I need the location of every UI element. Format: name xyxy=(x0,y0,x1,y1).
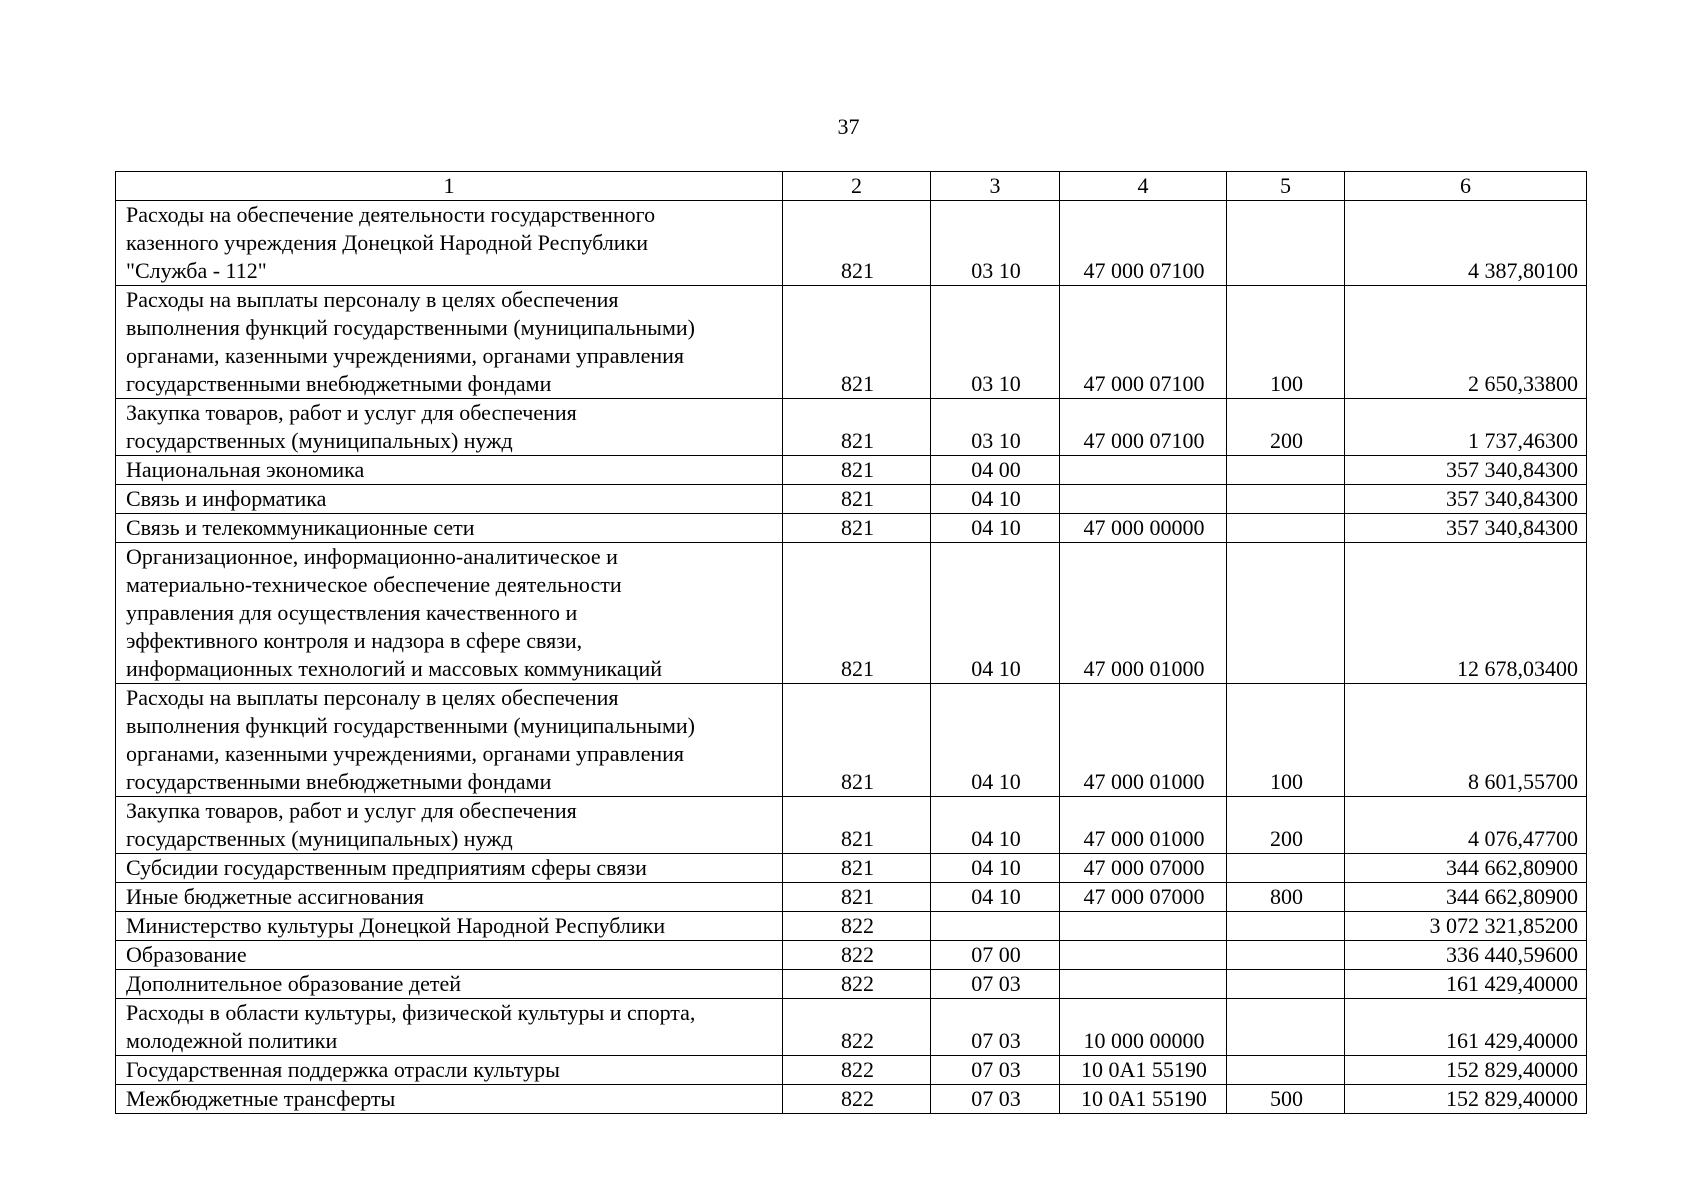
ministry-code: 821 xyxy=(783,201,931,286)
table-row xyxy=(116,514,1587,543)
expense-type-code xyxy=(1227,1056,1345,1085)
amount: 161 429,40000 xyxy=(1345,999,1587,1056)
amount: 357 340,84300 xyxy=(1345,456,1587,485)
table-row xyxy=(116,1056,1587,1085)
section-code: 07 00 xyxy=(931,941,1060,970)
amount: 152 829,40000 xyxy=(1345,1085,1587,1114)
expense-type-code xyxy=(1227,854,1345,883)
section-code: 04 10 xyxy=(931,883,1060,912)
amount: 4 076,47700 xyxy=(1345,797,1587,854)
target-article-code: 10 000 00000 xyxy=(1060,999,1227,1056)
table-row xyxy=(116,485,1587,514)
section-code: 07 03 xyxy=(931,999,1060,1056)
expense-type-code: 100 xyxy=(1227,684,1345,797)
target-article-code: 47 000 07100 xyxy=(1060,286,1227,399)
table-row xyxy=(116,201,1587,286)
section-code: 03 10 xyxy=(931,399,1060,456)
row-description: Закупка товаров, работ и услуг для обеспечения государственных (муниципальных) нужд xyxy=(116,797,783,854)
section-code: 04 10 xyxy=(931,854,1060,883)
target-article-code: 47 000 07000 xyxy=(1060,854,1227,883)
expense-type-code: 500 xyxy=(1227,1085,1345,1114)
amount: 1 737,46300 xyxy=(1345,399,1587,456)
ministry-code: 822 xyxy=(783,912,931,941)
row-description: Связь и телекоммуникационные сети xyxy=(116,514,783,543)
ministry-code: 821 xyxy=(783,854,931,883)
row-description: Расходы на обеспечение деятельности государственного казенного учреждения Донецкой Народной Республики "Служба - 112" xyxy=(116,201,783,286)
amount: 3 072 321,85200 xyxy=(1345,912,1587,941)
row-description: Межбюджетные трансферты xyxy=(116,1085,783,1114)
table-header-row xyxy=(116,172,1587,201)
table-row xyxy=(116,999,1587,1056)
section-code: 07 03 xyxy=(931,1085,1060,1114)
target-article-code: 47 000 01000 xyxy=(1060,684,1227,797)
table-row xyxy=(116,456,1587,485)
amount: 4 387,80100 xyxy=(1345,201,1587,286)
section-code: 03 10 xyxy=(931,286,1060,399)
budget-table xyxy=(115,171,1587,1114)
ministry-code: 822 xyxy=(783,1056,931,1085)
section-code: 04 10 xyxy=(931,485,1060,514)
amount: 357 340,84300 xyxy=(1345,514,1587,543)
table-row xyxy=(116,543,1587,684)
section-code: 03 10 xyxy=(931,201,1060,286)
row-description: Субсидии государственным предприятиям сферы связи xyxy=(116,854,783,883)
column-header-6: 6 xyxy=(1345,172,1587,201)
row-description: Дополнительное образование детей xyxy=(116,970,783,999)
target-article-code: 10 0A1 55190 xyxy=(1060,1056,1227,1085)
row-description: Расходы на выплаты персоналу в целях обеспечения выполнения функций государственными (муниципальными) органами, казенными учреждениями, органами управления государственными внебюджетными фондами xyxy=(116,286,783,399)
ministry-code: 821 xyxy=(783,456,931,485)
target-article-code: 47 000 01000 xyxy=(1060,797,1227,854)
ministry-code: 822 xyxy=(783,941,931,970)
amount: 152 829,40000 xyxy=(1345,1056,1587,1085)
section-code: 04 10 xyxy=(931,543,1060,684)
table-row xyxy=(116,797,1587,854)
expense-type-code: 100 xyxy=(1227,286,1345,399)
table-row xyxy=(116,1085,1587,1114)
target-article-code: 10 0A1 55190 xyxy=(1060,1085,1227,1114)
row-description: Организационное, информационно-аналитическое и материально-техническое обеспечение деятельности управления для осуществления качественного и эффективного контроля и надзора в сфере связи, информационных технологий и массовых коммуникаций xyxy=(116,543,783,684)
expense-type-code: 800 xyxy=(1227,883,1345,912)
row-description: Образование xyxy=(116,941,783,970)
expense-type-code xyxy=(1227,201,1345,286)
amount: 344 662,80900 xyxy=(1345,854,1587,883)
expense-type-code xyxy=(1227,514,1345,543)
ministry-code: 822 xyxy=(783,1085,931,1114)
section-code xyxy=(931,912,1060,941)
row-description: Закупка товаров, работ и услуг для обеспечения государственных (муниципальных) нужд xyxy=(116,399,783,456)
page-number: 37 xyxy=(837,114,860,139)
ministry-code: 821 xyxy=(783,514,931,543)
table-row xyxy=(116,684,1587,797)
column-header-4: 4 xyxy=(1060,172,1227,201)
amount: 8 601,55700 xyxy=(1345,684,1587,797)
expense-type-code xyxy=(1227,543,1345,684)
column-header-3: 3 xyxy=(931,172,1060,201)
ministry-code: 821 xyxy=(783,399,931,456)
target-article-code xyxy=(1060,912,1227,941)
row-description: Государственная поддержка отрасли культуры xyxy=(116,1056,783,1085)
table-row xyxy=(116,286,1587,399)
section-code: 04 10 xyxy=(931,514,1060,543)
ministry-code: 822 xyxy=(783,999,931,1056)
amount: 161 429,40000 xyxy=(1345,970,1587,999)
table-row xyxy=(116,941,1587,970)
row-description: Связь и информатика xyxy=(116,485,783,514)
target-article-code xyxy=(1060,456,1227,485)
expense-type-code xyxy=(1227,970,1345,999)
amount: 2 650,33800 xyxy=(1345,286,1587,399)
column-header-2: 2 xyxy=(783,172,931,201)
ministry-code: 821 xyxy=(783,543,931,684)
table-row xyxy=(116,854,1587,883)
row-description: Национальная экономика xyxy=(116,456,783,485)
row-description: Расходы на выплаты персоналу в целях обеспечения выполнения функций государственными (муниципальными) органами, казенными учреждениями, органами управления государственными внебюджетными фондами xyxy=(116,684,783,797)
expense-type-code xyxy=(1227,912,1345,941)
column-header-1: 1 xyxy=(116,172,783,201)
section-code: 07 03 xyxy=(931,1056,1060,1085)
section-code: 04 10 xyxy=(931,797,1060,854)
target-article-code: 47 000 07100 xyxy=(1060,201,1227,286)
target-article-code xyxy=(1060,485,1227,514)
ministry-code: 821 xyxy=(783,883,931,912)
column-header-5: 5 xyxy=(1227,172,1345,201)
table-row xyxy=(116,883,1587,912)
expense-type-code xyxy=(1227,941,1345,970)
target-article-code: 47 000 01000 xyxy=(1060,543,1227,684)
ministry-code: 821 xyxy=(783,797,931,854)
row-description: Иные бюджетные ассигнования xyxy=(116,883,783,912)
target-article-code: 47 000 00000 xyxy=(1060,514,1227,543)
table-row xyxy=(116,970,1587,999)
expense-type-code: 200 xyxy=(1227,399,1345,456)
target-article-code xyxy=(1060,970,1227,999)
table-row xyxy=(116,399,1587,456)
ministry-code: 821 xyxy=(783,485,931,514)
ministry-code: 821 xyxy=(783,684,931,797)
section-code: 07 03 xyxy=(931,970,1060,999)
table-row xyxy=(116,912,1587,941)
ministry-code: 822 xyxy=(783,970,931,999)
expense-type-code xyxy=(1227,485,1345,514)
row-description: Министерство культуры Донецкой Народной Республики xyxy=(116,912,783,941)
section-code: 04 00 xyxy=(931,456,1060,485)
ministry-code: 821 xyxy=(783,286,931,399)
amount: 336 440,59600 xyxy=(1345,941,1587,970)
amount: 357 340,84300 xyxy=(1345,485,1587,514)
target-article-code xyxy=(1060,941,1227,970)
expense-type-code: 200 xyxy=(1227,797,1345,854)
amount: 344 662,80900 xyxy=(1345,883,1587,912)
row-description: Расходы в области культуры, физической культуры и спорта, молодежной политики xyxy=(116,999,783,1056)
target-article-code: 47 000 07100 xyxy=(1060,399,1227,456)
expense-type-code xyxy=(1227,999,1345,1056)
target-article-code: 47 000 07000 xyxy=(1060,883,1227,912)
amount: 12 678,03400 xyxy=(1345,543,1587,684)
table-body xyxy=(116,201,1587,1114)
expense-type-code xyxy=(1227,456,1345,485)
section-code: 04 10 xyxy=(931,684,1060,797)
